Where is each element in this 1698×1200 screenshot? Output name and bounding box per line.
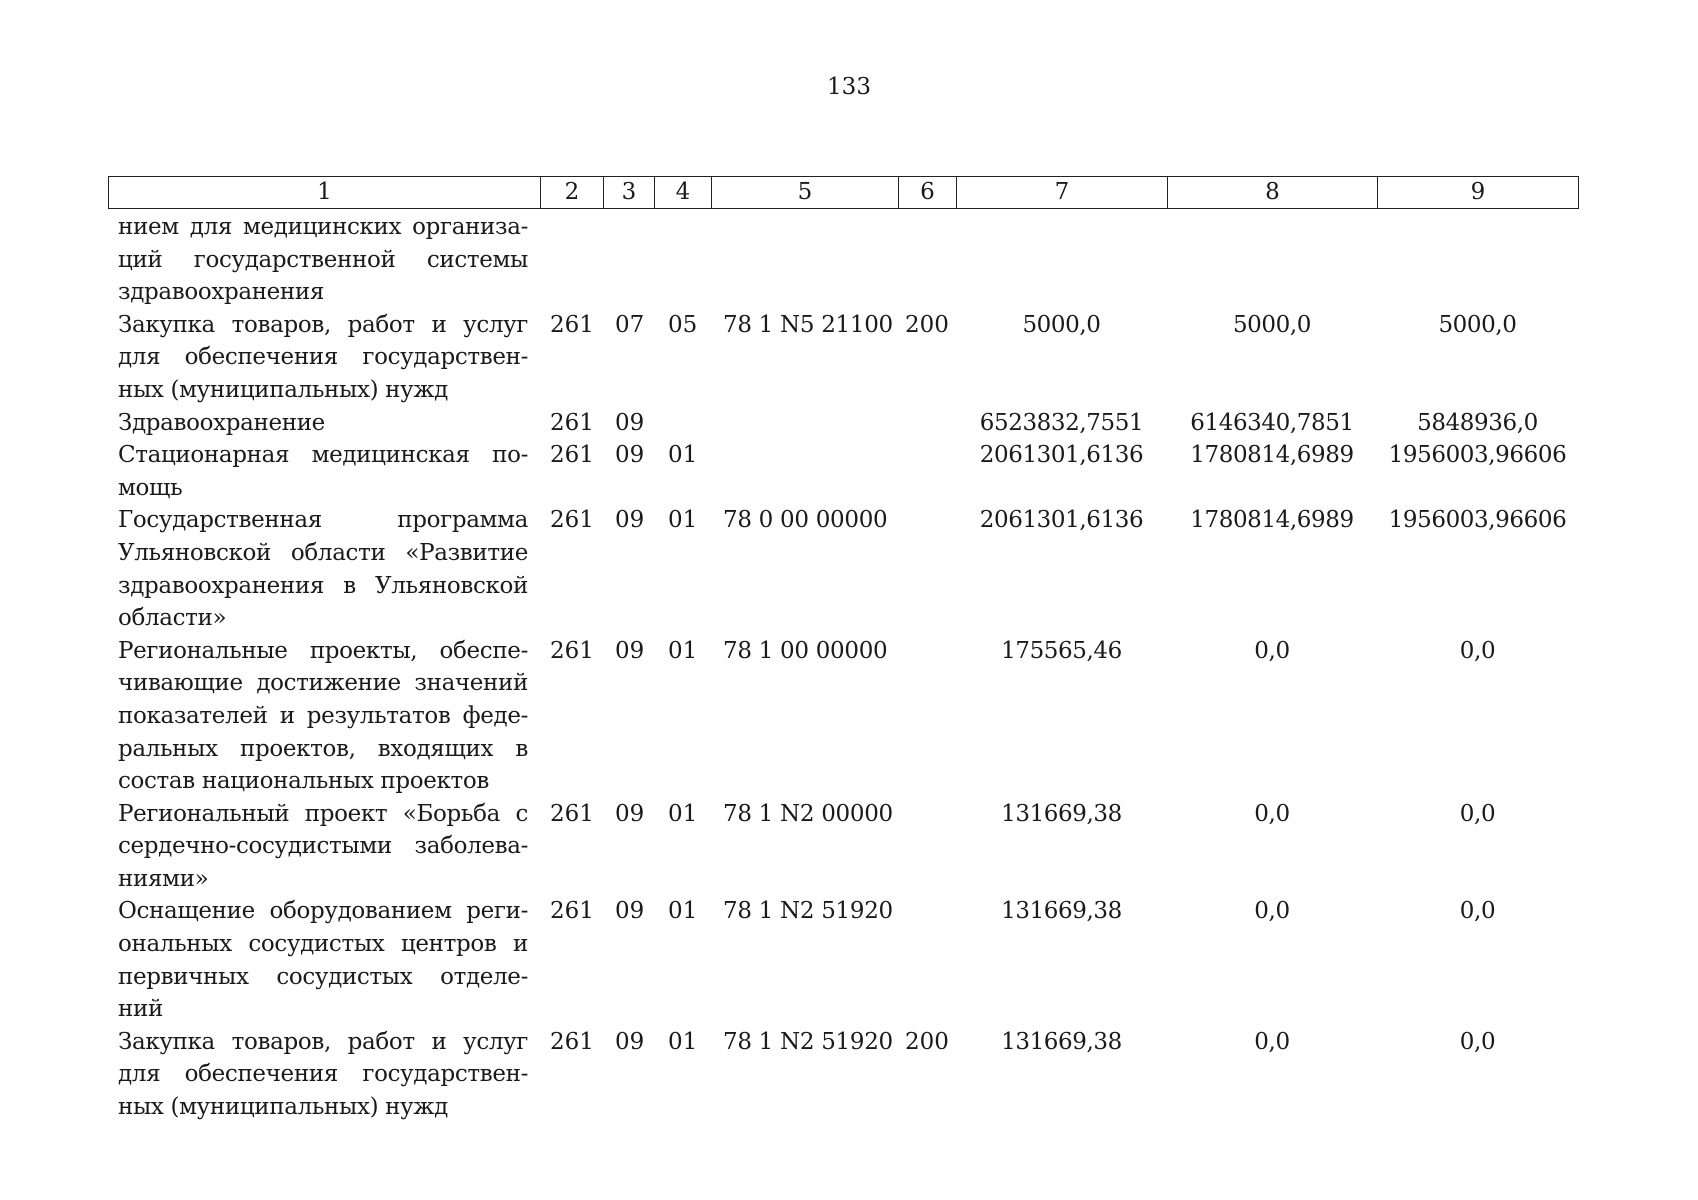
target-article-cell: 78 1 N2 00000 bbox=[723, 800, 893, 827]
subsection-cell: 05 bbox=[668, 311, 698, 338]
table-row bbox=[108, 635, 1578, 798]
admin-code-cell: 261 bbox=[550, 409, 594, 436]
amount-year-1-cell: 6523832,7551 bbox=[979, 409, 1144, 436]
budget-table bbox=[108, 211, 1578, 1124]
table-row bbox=[108, 407, 1578, 440]
amount-year-3-cell: 1956003,96606 bbox=[1388, 507, 1567, 534]
amount-year-3-cell: 0,0 bbox=[1459, 898, 1496, 925]
item-name-line: ний bbox=[118, 996, 163, 1023]
item-name-line: показателей и результатов феде- bbox=[118, 702, 528, 729]
admin-code-cell: 261 bbox=[550, 800, 594, 827]
section-cell: 09 bbox=[615, 898, 645, 925]
item-name-line: сердечно-сосудистыми заболева- bbox=[118, 833, 528, 860]
expense-type-cell bbox=[898, 798, 956, 896]
amount-year-2-cell: 0,0 bbox=[1254, 637, 1290, 664]
column-header-1: 1 bbox=[109, 177, 541, 209]
subsection-cell: 01 bbox=[668, 800, 698, 827]
column-header-8: 8 bbox=[1168, 177, 1378, 209]
target-article-cell bbox=[711, 407, 898, 440]
expense-type-cell: 200 bbox=[905, 311, 949, 338]
amount-year-3-cell: 5000,0 bbox=[1438, 311, 1517, 338]
admin-code-cell: 261 bbox=[550, 311, 594, 338]
item-name-line: для обеспечения государствен- bbox=[118, 1061, 528, 1088]
subsection-cell bbox=[654, 211, 711, 309]
amount-year-2-cell: 0,0 bbox=[1254, 800, 1290, 827]
table-row bbox=[108, 504, 1578, 634]
section-cell: 09 bbox=[615, 800, 645, 827]
table-row bbox=[108, 895, 1578, 1025]
amount-year-2-cell bbox=[1167, 211, 1377, 309]
item-name-cell bbox=[108, 407, 540, 440]
amount-year-3-cell: 1956003,96606 bbox=[1388, 442, 1567, 469]
item-name-line: Ульяновской области «Развитие bbox=[118, 539, 528, 566]
subsection-cell: 01 bbox=[668, 898, 698, 925]
target-article-cell: 78 1 N5 21100 bbox=[723, 311, 893, 338]
column-header-table bbox=[108, 176, 1579, 209]
item-name-line: ных (муниципальных) нужд bbox=[118, 1094, 448, 1121]
item-name-cell bbox=[108, 439, 540, 504]
item-name-line: Оснащение оборудованием реги- bbox=[118, 898, 528, 925]
section-cell: 09 bbox=[615, 1028, 645, 1055]
target-article-cell bbox=[711, 439, 898, 504]
section-cell: 07 bbox=[615, 311, 645, 338]
item-name-cell bbox=[108, 798, 540, 896]
item-name-line: ниями» bbox=[118, 865, 209, 892]
amount-year-2-cell: 0,0 bbox=[1254, 1028, 1290, 1055]
item-name-line: Государственная программа bbox=[118, 507, 528, 534]
amount-year-1-cell: 131669,38 bbox=[1001, 800, 1122, 827]
amount-year-3-cell: 0,0 bbox=[1459, 800, 1496, 827]
item-name-line: ций государственной системы bbox=[118, 246, 528, 273]
table-row bbox=[108, 309, 1578, 407]
admin-code-cell: 261 bbox=[550, 1028, 594, 1055]
amount-year-3-cell bbox=[1377, 211, 1578, 309]
amount-year-1-cell: 131669,38 bbox=[1001, 898, 1122, 925]
amount-year-2-cell: 1780814,6989 bbox=[1190, 442, 1354, 469]
table-row bbox=[108, 1026, 1578, 1124]
item-name-line: состав национальных проектов bbox=[118, 768, 490, 795]
item-name-cell bbox=[108, 635, 540, 798]
section-cell: 09 bbox=[615, 507, 645, 534]
amount-year-2-cell: 5000,0 bbox=[1232, 311, 1312, 338]
target-article-cell: 78 0 00 00000 bbox=[723, 507, 888, 534]
subsection-cell bbox=[654, 407, 711, 440]
amount-year-1-cell: 2061301,6136 bbox=[979, 507, 1144, 534]
amount-year-1-cell: 131669,38 bbox=[1001, 1028, 1122, 1055]
item-name-line: Закупка товаров, работ и услуг bbox=[118, 311, 528, 338]
admin-code-cell: 261 bbox=[550, 507, 594, 534]
item-name-line: для обеспечения государствен- bbox=[118, 344, 528, 371]
section-cell: 09 bbox=[615, 409, 645, 436]
column-header-2: 2 bbox=[541, 177, 604, 209]
item-name-line: первичных сосудистых отделе- bbox=[118, 963, 528, 990]
item-name-cell bbox=[108, 211, 540, 309]
amount-year-2-cell: 0,0 bbox=[1254, 898, 1290, 925]
expense-type-cell bbox=[898, 439, 956, 504]
expense-type-cell: 200 bbox=[905, 1028, 949, 1055]
amount-year-1-cell: 5000,0 bbox=[1022, 311, 1101, 338]
amount-year-2-cell: 1780814,6989 bbox=[1190, 507, 1354, 534]
item-name-line: нием для медицинских организа- bbox=[118, 214, 528, 240]
table-row bbox=[108, 798, 1578, 896]
item-name-cell bbox=[108, 1026, 540, 1124]
item-name-cell bbox=[108, 504, 540, 634]
amount-year-1-cell: 2061301,6136 bbox=[979, 442, 1144, 469]
admin-code-cell: 261 bbox=[550, 442, 594, 469]
table-body bbox=[108, 211, 1578, 1124]
subsection-cell: 01 bbox=[668, 442, 698, 469]
column-header-3: 3 bbox=[604, 177, 655, 209]
item-name-line: Региональный проект «Борьба с bbox=[118, 800, 528, 827]
subsection-cell: 01 bbox=[668, 637, 698, 664]
item-name-line: чивающие достижение значений bbox=[118, 670, 528, 697]
table-row bbox=[108, 439, 1578, 504]
column-header-7: 7 bbox=[957, 177, 1168, 209]
admin-code-cell bbox=[540, 211, 603, 309]
amount-year-1-cell: 175565,46 bbox=[1001, 637, 1122, 664]
item-name-line: мощь bbox=[118, 474, 183, 501]
item-name-line: здравоохранения bbox=[118, 279, 325, 306]
section-cell bbox=[603, 211, 654, 309]
column-header-row bbox=[109, 177, 1579, 209]
item-name-line: здравоохранения в Ульяновской bbox=[118, 572, 528, 599]
column-header-4: 4 bbox=[655, 177, 712, 209]
admin-code-cell: 261 bbox=[550, 898, 594, 925]
item-name-line: ных (муниципальных) нужд bbox=[118, 376, 448, 403]
section-cell: 09 bbox=[615, 442, 645, 469]
item-name-line: Стационарная медицинская по- bbox=[118, 442, 528, 469]
subsection-cell: 01 bbox=[668, 507, 698, 534]
target-article-cell bbox=[711, 211, 898, 309]
column-header-9: 9 bbox=[1378, 177, 1579, 209]
target-article-cell: 78 1 N2 51920 bbox=[723, 898, 893, 925]
column-header-6: 6 bbox=[899, 177, 957, 209]
amount-year-3-cell: 0,0 bbox=[1459, 637, 1496, 664]
item-name-cell bbox=[108, 895, 540, 1025]
table-row bbox=[108, 211, 1578, 309]
target-article-cell: 78 1 00 00000 bbox=[723, 637, 888, 664]
item-name-line: Региональные проекты, обеспе- bbox=[118, 637, 528, 664]
expense-type-cell bbox=[898, 407, 956, 440]
page-number: 133 bbox=[827, 74, 871, 100]
expense-type-cell bbox=[898, 895, 956, 1025]
item-name-line: Закупка товаров, работ и услуг bbox=[118, 1028, 528, 1055]
item-name-line: ональных сосудистых центров и bbox=[118, 931, 528, 958]
amount-year-3-cell: 0,0 bbox=[1459, 1028, 1496, 1055]
item-name-line: Здравоохранение bbox=[118, 409, 325, 436]
subsection-cell: 01 bbox=[668, 1028, 698, 1055]
amount-year-1-cell bbox=[956, 211, 1167, 309]
amount-year-2-cell: 6146340,7851 bbox=[1190, 409, 1354, 436]
target-article-cell: 78 1 N2 51920 bbox=[723, 1028, 893, 1055]
column-header-5: 5 bbox=[712, 177, 899, 209]
expense-type-cell bbox=[898, 211, 956, 309]
admin-code-cell: 261 bbox=[550, 637, 594, 664]
item-name-cell bbox=[108, 309, 540, 407]
amount-year-3-cell: 5848936,0 bbox=[1417, 409, 1538, 436]
item-name-line: ральных проектов, входящих в bbox=[118, 735, 528, 762]
expense-type-cell bbox=[898, 635, 956, 798]
expense-type-cell bbox=[898, 504, 956, 634]
item-name-line: области» bbox=[118, 605, 227, 632]
section-cell: 09 bbox=[615, 637, 645, 664]
